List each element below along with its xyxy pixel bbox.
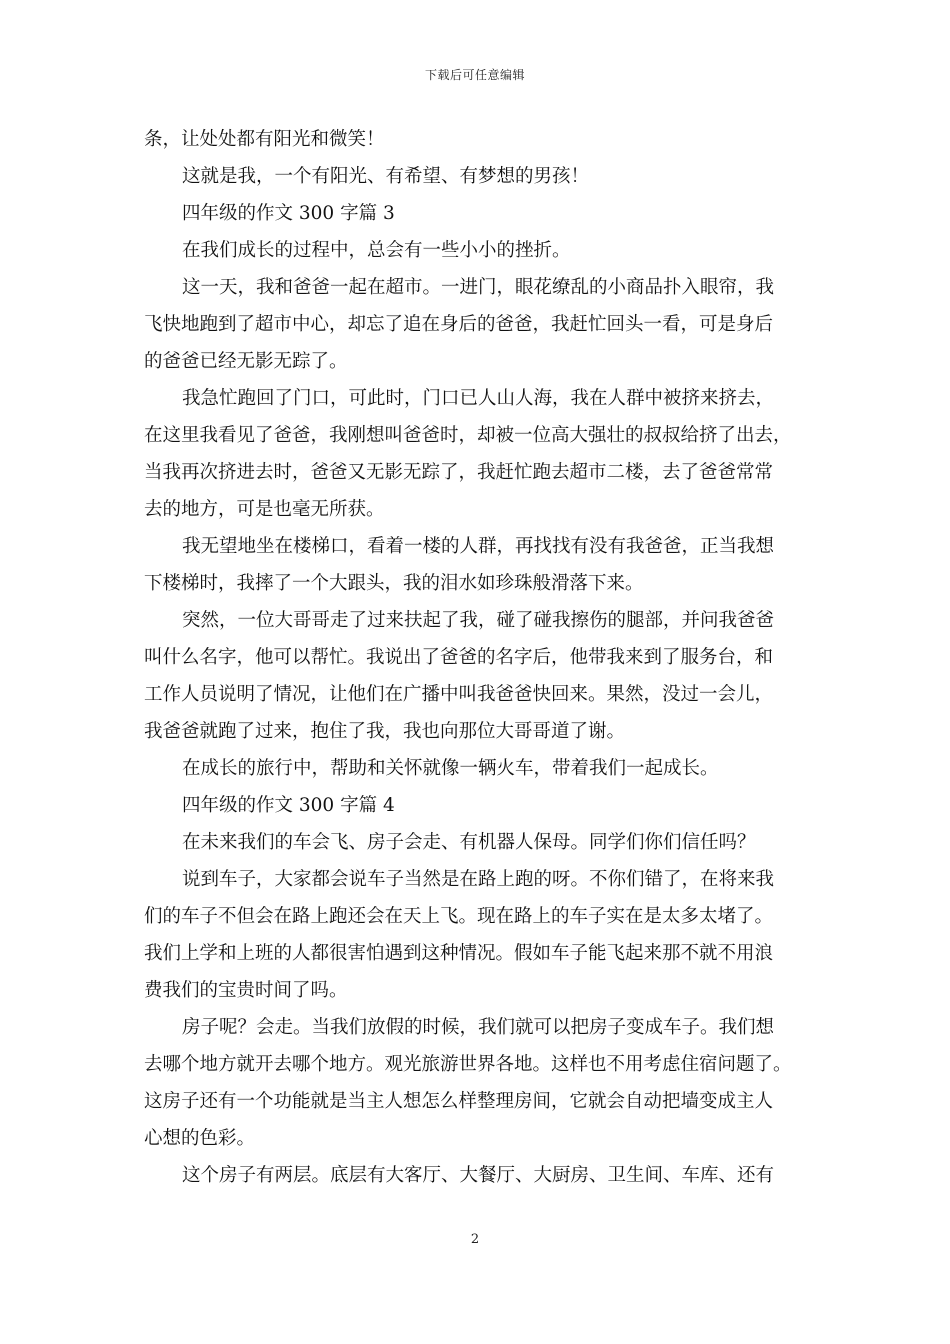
text-line: 我急忙跑回了门口，可此时，门口已人山人海，我在人群中被挤来挤去，: [182, 388, 775, 409]
text-line: 费我们的宝贵时间了吗。: [144, 980, 348, 1001]
text-line: 的爸爸已经无影无踪了。: [144, 351, 348, 372]
text-line: 当我再次挤进去时，爸爸又无影无踪了，我赶忙跑去超市二楼，去了爸爸常常: [144, 462, 774, 483]
text-line: 我无望地坐在楼梯口，看着一楼的人群，再找找有没有我爸爸，正当我想: [182, 536, 775, 557]
text-line: 在成长的旅行中，帮助和关怀就像一辆火车，带着我们一起成长。: [182, 758, 719, 779]
text-line: 叫什么名字，他可以帮忙。我说出了爸爸的名字后，他带我来到了服务台，和: [144, 647, 774, 668]
text-line: 这个房子有两层。底层有大客厅、大餐厅、大厨房、卫生间、车库、还有: [182, 1165, 775, 1186]
text-line: 四年级的作文 300 字篇 4: [182, 795, 395, 816]
text-line: 去哪个地方就开去哪个地方。观光旅游世界各地。这样也不用考虑住宿问题了。: [144, 1054, 792, 1075]
text-line: 飞快地跑到了超市中心，却忘了追在身后的爸爸，我赶忙回头一看，可是身后: [144, 314, 774, 335]
text-line: 这就是我，一个有阳光、有希望、有梦想的男孩！: [182, 166, 590, 187]
text-line: 们的车子不但会在路上跑还会在天上飞。现在路上的车子实在是太多太堵了。: [144, 906, 774, 927]
text-line: 在这里我看见了爸爸，我刚想叫爸爸时，却被一位高大强壮的叔叔给挤了出去，: [144, 425, 792, 446]
document-body: [144, 121, 814, 1194]
text-line: 说到车子，大家都会说车子当然是在路上跑的呀。不你们错了，在将来我: [182, 869, 775, 890]
text-line: 条，让处处都有阳光和微笑！: [144, 129, 385, 150]
text-line: 在我们成长的过程中，总会有一些小小的挫折。: [182, 240, 571, 261]
text-line: 突然，一位大哥哥走了过来扶起了我，碰了碰我擦伤的腿部，并问我爸爸: [182, 610, 775, 631]
text-line: 我爸爸就跑了过来，抱住了我，我也向那位大哥哥道了谢。: [144, 721, 626, 742]
page-number: 2: [470, 1232, 480, 1247]
text-line: 房子呢？会走。当我们放假的时候，我们就可以把房子变成车子。我们想: [182, 1017, 775, 1038]
text-line: 在未来我们的车会飞、房子会走、有机器人保母。同学们你们信任吗？: [182, 832, 756, 853]
text-line: 工作人员说明了情况，让他们在广播中叫我爸爸快回来。果然，没过一会儿，: [144, 684, 774, 705]
text-line: 这房子还有一个功能就是当主人想怎么样整理房间，它就会自动把墙变成主人: [144, 1091, 774, 1112]
text-line: 下楼梯时，我摔了一个大跟头，我的泪水如珍珠般滑落下来。: [144, 573, 644, 594]
page-header: 下载后可任意编辑: [424, 68, 525, 82]
text-line: 我们上学和上班的人都很害怕遇到这种情况。假如车子能飞起来那不就不用浪: [144, 943, 774, 964]
text-line: 四年级的作文 300 字篇 3: [182, 203, 395, 224]
text-line: 这一天，我和爸爸一起在超市。一进门，眼花缭乱的小商品扑入眼帘，我: [182, 277, 775, 298]
text-line: 去的地方，可是也毫无所获。: [144, 499, 385, 520]
text-line: 心想的色彩。: [144, 1128, 256, 1149]
